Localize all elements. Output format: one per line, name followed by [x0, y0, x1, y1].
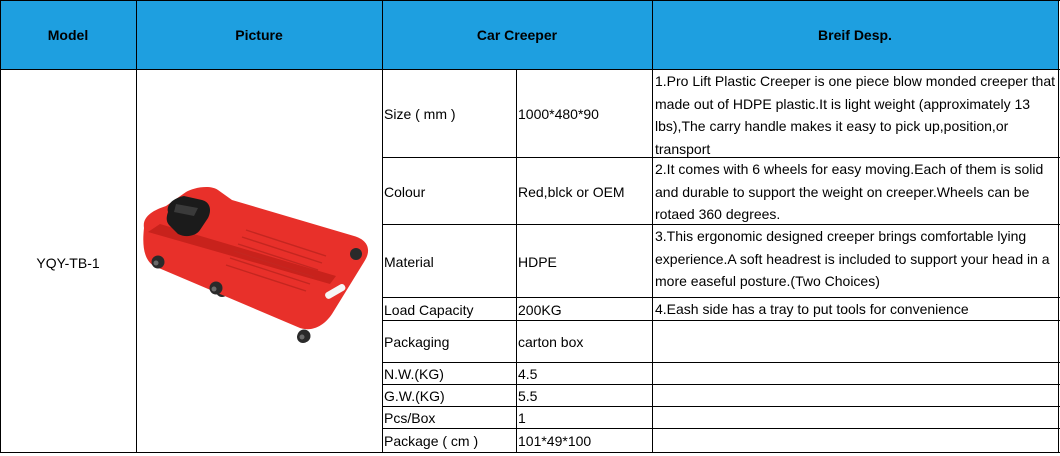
grid-line	[136, 0, 137, 453]
grid-line	[382, 224, 1060, 225]
description-4: 4.Eash side has a tray to put tools for convenience	[655, 301, 969, 317]
product-picture-cell	[136, 70, 382, 456]
grid-line	[0, 0, 1, 453]
description-3: 3.This ergonomic designed creeper brings comfortable lying experience.A soft headrest is included to support your head in a more easeful posture.(Two Choices)	[655, 228, 1050, 289]
grid-line	[1058, 0, 1059, 453]
grid-line	[382, 297, 1060, 298]
spec-value-material: HDPE	[518, 253, 557, 270]
grid-line	[652, 0, 653, 453]
spec-label-pcs-box: Pcs/Box	[384, 410, 436, 426]
spec-label-gw: G.W.(KG)	[384, 388, 445, 404]
spec-value-packaging: carton box	[518, 334, 584, 350]
grid-line	[382, 157, 1060, 158]
grid-line	[382, 362, 1060, 363]
spec-label-package-size: Package ( cm )	[384, 432, 479, 449]
grid-line	[0, 69, 1060, 70]
spec-value-size: 1000*480*90	[518, 106, 599, 122]
grid-line	[0, 0, 1060, 1]
spec-label-colour: Colour	[384, 183, 426, 200]
description-2: 2.It comes with 6 wheels for easy moving.Each of them is solid and durable to support the weight on creeper.Wheels can be rotaed 360 degrees.	[655, 161, 1044, 222]
grid-line	[382, 320, 1060, 321]
spec-label-packaging: Packaging	[384, 334, 450, 350]
spec-value-colour: Red,blck or OEM	[518, 183, 625, 200]
grid-line	[516, 70, 517, 453]
header-description: Breif Desp.	[652, 0, 1058, 70]
grid-line	[382, 0, 383, 453]
spec-value-package-size: 101*49*100	[518, 432, 592, 449]
spec-value-load-capacity: 200KG	[518, 301, 562, 318]
grid-line	[382, 384, 1060, 385]
car-creeper-photo	[136, 70, 382, 456]
header-product: Car Creeper	[382, 0, 652, 70]
spec-value-gw: 5.5	[518, 388, 538, 404]
spec-value-pcs-box: 1	[518, 410, 526, 426]
grid-line	[382, 428, 1060, 429]
spec-value-nw: 4.5	[518, 366, 538, 382]
model-value: YQY-TB-1	[36, 255, 100, 271]
spec-label-size: Size ( mm )	[384, 106, 456, 122]
grid-line	[0, 452, 1060, 453]
grid-line	[382, 406, 1060, 407]
header-picture: Picture	[136, 0, 382, 70]
spec-label-load-capacity: Load Capacity	[384, 301, 474, 318]
description-1: 1.Pro Lift Plastic Creeper is one piece blow monded creeper that made out of HDPE plastic.It is light weight (approximately 13 lbs),The carry handle makes it easy to pick up,position,or transport	[655, 73, 1055, 157]
header-model: Model	[0, 0, 136, 70]
spec-label-nw: N.W.(KG)	[384, 366, 444, 382]
spec-label-material: Material	[384, 253, 434, 270]
